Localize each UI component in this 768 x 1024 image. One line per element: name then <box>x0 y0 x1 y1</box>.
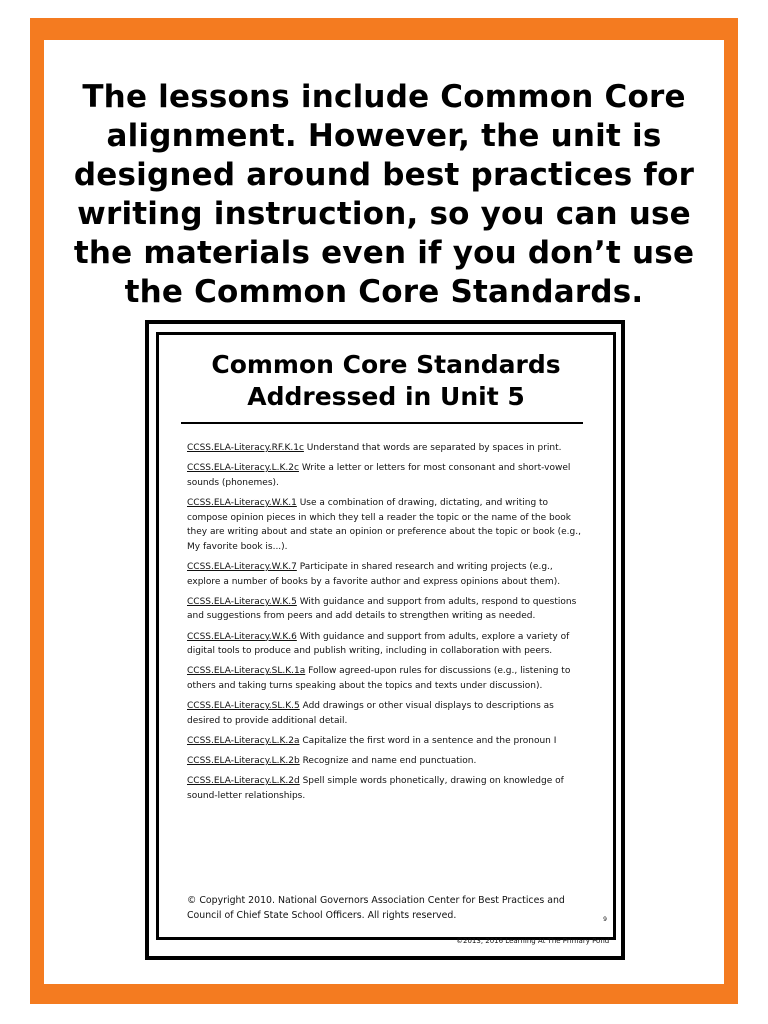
standard-description: Recognize and name end punctuation. <box>302 756 477 767</box>
content-panel <box>44 40 724 984</box>
standard-code-link[interactable]: CCSS.ELA-Literacy.W.K.5 <box>187 596 297 607</box>
standard-description: Add drawings or other visual displays to descriptions as desired to provide additional detail. <box>187 701 554 726</box>
standard-description: Follow agreed-upon rules for discussions (e.g., listening to others and taking turns speaking about the topics and texts under discussion). <box>187 666 571 691</box>
standard-description: Write a letter or letters for most consonant and short-vowel sounds (phonemes). <box>187 463 571 488</box>
sheet-title-line-1: Common Core Standards <box>211 350 561 379</box>
standard-description: Capitalize the first word in a sentence and the pronoun I <box>302 735 557 746</box>
copyright-notice: © Copyright 2010. National Governors Association Center for Best Practices and Council of Chief State School Officers. All rights reserved. <box>187 895 565 921</box>
standards-sheet <box>145 320 625 960</box>
standard-item <box>187 774 585 803</box>
orange-border-frame <box>30 18 738 1004</box>
standard-code-link[interactable]: CCSS.ELA-Literacy.RF.K.1c <box>187 443 304 453</box>
standard-item <box>187 630 585 659</box>
standard-item <box>187 699 585 728</box>
standard-item <box>187 595 585 624</box>
page-number: 9 <box>603 916 607 923</box>
standard-item <box>187 560 585 589</box>
standard-item <box>187 754 585 769</box>
standard-code-link[interactable]: CCSS.ELA-Literacy.L.K.2a <box>187 735 300 746</box>
standard-code-link[interactable]: CCSS.ELA-Literacy.L.K.2b <box>187 756 300 767</box>
standards-sheet-inner-border <box>156 332 616 940</box>
standard-description: Understand that words are separated by spaces in print. <box>306 443 562 453</box>
standard-code-link[interactable]: CCSS.ELA-Literacy.W.K.6 <box>187 631 297 642</box>
title-divider <box>181 422 583 424</box>
standard-description: Use a combination of drawing, dictating, and writing to compose opinion pieces in which they tell a reader the topic or the name of the book they are writing about and state an opinion or preference about the topic or book (e.g., My favorite book is...). <box>187 497 581 552</box>
standard-description: Spell simple words phonetically, drawing on knowledge of sound-letter relationships. <box>187 776 564 801</box>
sheet-title <box>159 349 613 413</box>
credit-line: ©2013, 2016 Learning At The Primary Pond <box>456 937 610 945</box>
standard-code-link[interactable]: CCSS.ELA-Literacy.W.K.1 <box>187 497 297 508</box>
standard-description: Participate in shared research and writing projects (e.g., explore a number of books by a favorite author and express opinions about them). <box>187 561 561 587</box>
standards-list <box>187 441 585 809</box>
standard-item <box>187 664 585 693</box>
standard-item <box>187 734 585 749</box>
standard-description: With guidance and support from adults, respond to questions and suggestions from peers and add details to strengthen writing as needed. <box>187 596 577 622</box>
sheet-title-line-2: Addressed in Unit 5 <box>247 382 525 411</box>
standard-code-link[interactable]: CCSS.ELA-Literacy.L.K.2c <box>187 463 299 474</box>
standard-item <box>187 461 585 490</box>
standard-code-link[interactable]: CCSS.ELA-Literacy.SL.K.5 <box>187 701 300 712</box>
standard-description: With guidance and support from adults, explore a variety of digital tools to produce and publish writing, including in collaboration with peers. <box>187 631 570 657</box>
standard-code-link[interactable]: CCSS.ELA-Literacy.L.K.2d <box>187 776 300 787</box>
headline-text: The lessons include Common Core alignment. However, the unit is designed around best practices for writing instruction, so you can use the materials even if you don’t use the Common Core Standards. <box>73 79 695 310</box>
standard-item <box>187 496 585 554</box>
standard-code-link[interactable]: CCSS.ELA-Literacy.SL.K.1a <box>187 666 306 677</box>
standard-code-link[interactable]: CCSS.ELA-Literacy.W.K.7 <box>187 561 297 572</box>
standard-item <box>187 441 585 456</box>
